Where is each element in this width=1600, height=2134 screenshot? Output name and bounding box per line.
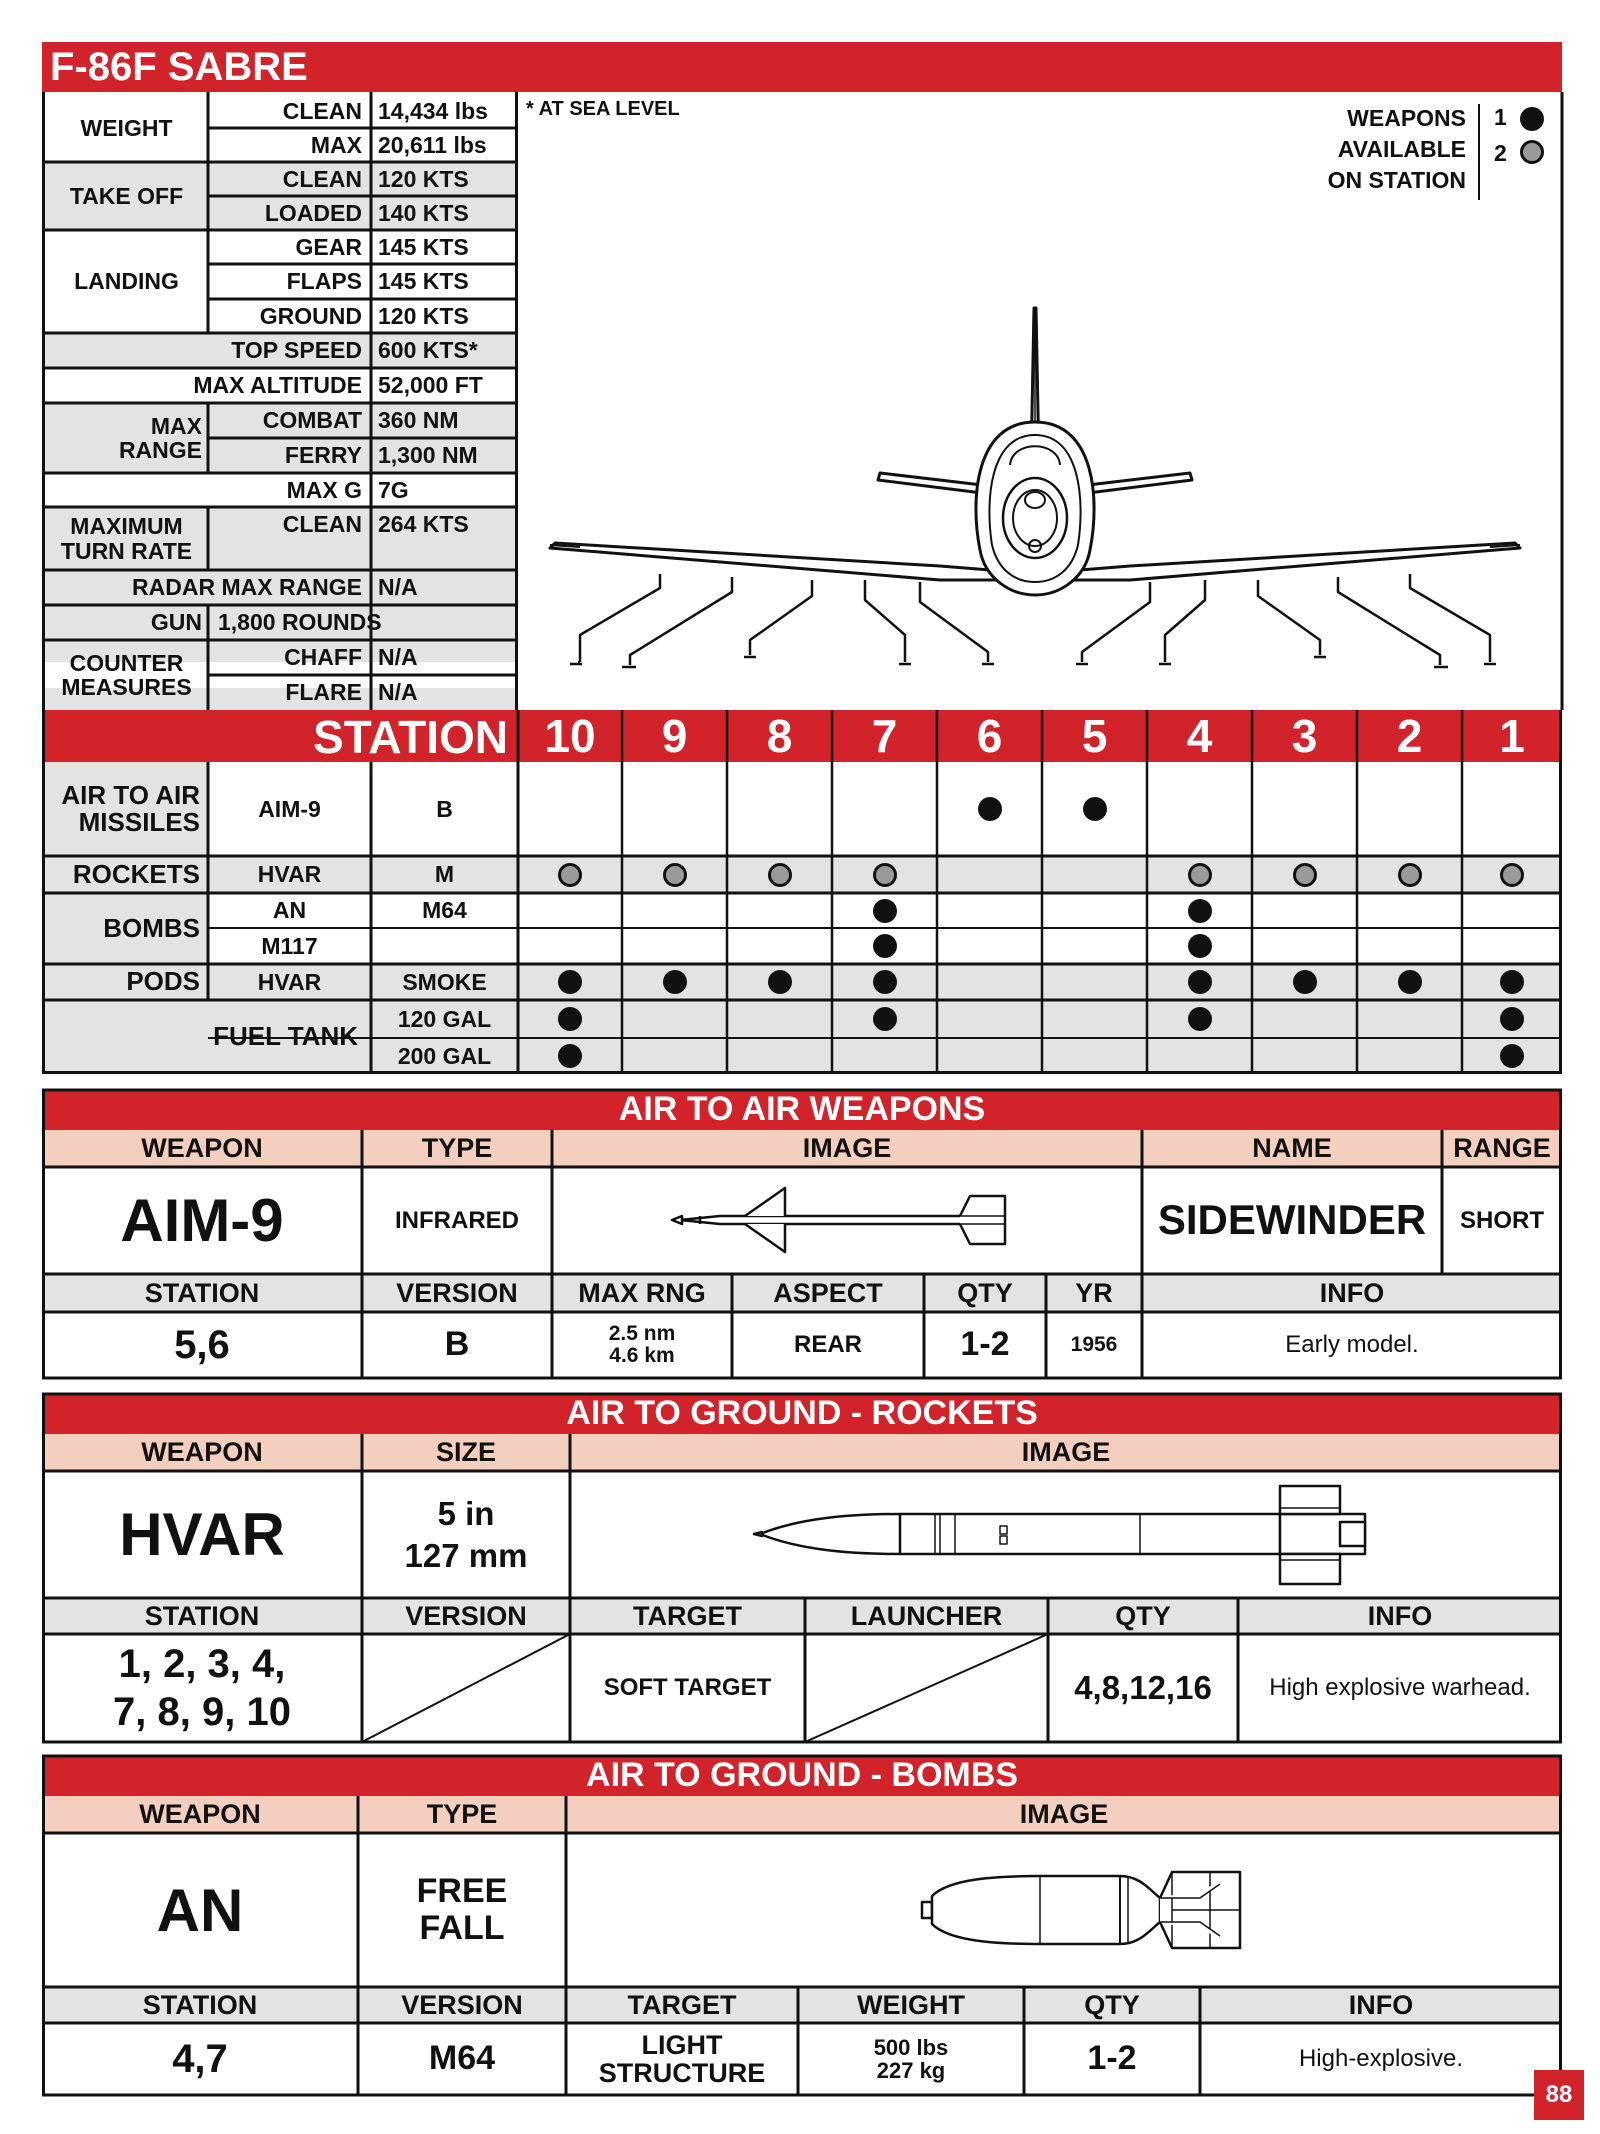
- aa-h-version: VERSION: [396, 1277, 518, 1308]
- station-header-label: STATION: [312, 711, 508, 763]
- bm-station: 4,7: [172, 2037, 228, 2081]
- loadout-weapon: M117: [261, 932, 318, 959]
- rk-h-size: SIZE: [435, 1437, 496, 1468]
- rk-station-line1: 1, 2, 3, 4,: [118, 1642, 286, 1686]
- chaff-value: N/A: [378, 644, 418, 671]
- landing-label: LANDING: [74, 268, 179, 295]
- weight-max-label: MAX: [310, 131, 362, 158]
- landing-flaps-label: FLAPS: [286, 268, 362, 295]
- aa-qty: 1-2: [960, 1325, 1010, 1364]
- loadout-version: SMOKE: [402, 968, 487, 995]
- takeoff-label: TAKE OFF: [69, 182, 184, 209]
- flare-label: FLARE: [285, 679, 362, 706]
- bm-h-image: IMAGE: [1019, 1799, 1109, 1830]
- legend-num1: 1: [1494, 104, 1507, 130]
- aa-info: Early model.: [1285, 1331, 1419, 1359]
- turn-label: MAXIMUM TURN RATE: [60, 513, 193, 564]
- range-ferry-label: FERRY: [284, 442, 362, 469]
- aa-yr: 1956: [1070, 1332, 1118, 1356]
- loadout-weapon: AIM-9: [258, 795, 321, 822]
- bm-h-weapon: WEAPON: [139, 1799, 261, 1830]
- aa-h-yr: YR: [1075, 1277, 1113, 1308]
- station-number: 9: [661, 709, 688, 762]
- aa-h-station: STATION: [144, 1277, 260, 1308]
- aa-name: SIDEWINDER: [1157, 1196, 1427, 1244]
- landing-ground-label: GROUND: [259, 302, 362, 329]
- legend-line2: AVAILABLE: [1337, 136, 1466, 162]
- rk-h-qty: QTY: [1115, 1600, 1171, 1631]
- range-label: MAX RANGE: [118, 412, 202, 463]
- loadout-cat-aam: AIR TO AIR MISSILES: [61, 779, 200, 837]
- bm-h-type: TYPE: [426, 1799, 498, 1830]
- radar-label: RADAR MAX RANGE: [132, 574, 362, 601]
- bm-target-line2: STRUCTURE: [598, 2058, 766, 2088]
- loadout-cat-pods: PODS: [126, 966, 200, 997]
- bm-h-qty: QTY: [1084, 1989, 1140, 2020]
- station-number: 10: [544, 709, 596, 762]
- station-number: 6: [976, 709, 1003, 762]
- landing-gear-value: 145 KTS: [378, 233, 469, 260]
- bm-info: High-explosive.: [1298, 2045, 1464, 2073]
- aa-h-range: RANGE: [1453, 1133, 1551, 1164]
- takeoff-clean-value: 120 KTS: [378, 165, 469, 192]
- bm-version: M64: [428, 2039, 496, 2078]
- range-combat-label: COMBAT: [262, 407, 362, 434]
- turn-clean-value: 264 KTS: [378, 510, 469, 537]
- takeoff-loaded-value: 140 KTS: [378, 199, 469, 226]
- legend-num2: 2: [1494, 140, 1507, 166]
- loadout-cat-bombs: BOMBS: [103, 912, 200, 943]
- loadout-cat-rockets: ROCKETS: [72, 858, 200, 889]
- aa-h-image: IMAGE: [802, 1133, 892, 1164]
- takeoff-clean-label: CLEAN: [282, 165, 362, 192]
- aa-type: INFRARED: [395, 1206, 519, 1234]
- loadout-weapon: HVAR: [257, 968, 322, 995]
- aa-h-qty: QTY: [957, 1277, 1013, 1308]
- loadout-weapon: HVAR: [257, 861, 322, 888]
- aa-title: AIR TO AIR WEAPONS: [618, 1090, 986, 1129]
- sea-level-note: * AT SEA LEVEL: [526, 98, 680, 120]
- rk-weapon: HVAR: [119, 1501, 285, 1568]
- landing-gear-label: GEAR: [295, 233, 362, 260]
- aa-aspect: REAR: [793, 1331, 862, 1359]
- weight-clean-label: CLEAN: [282, 97, 362, 124]
- range-ferry-value: 1,300 NM: [378, 442, 478, 469]
- bm-title: AIR TO GROUND - BOMBS: [586, 1756, 1018, 1795]
- station-number: 2: [1396, 709, 1423, 762]
- aircraft-title: F-86F SABRE: [50, 45, 308, 89]
- legend-line1: WEAPONS: [1347, 105, 1466, 131]
- station-number: 8: [766, 709, 793, 762]
- loadout-version: 120 GAL: [397, 1005, 492, 1032]
- rk-info: High explosive warhead.: [1269, 1674, 1531, 1702]
- aa-h-maxrng: MAX RNG: [578, 1277, 706, 1308]
- landing-flaps-value: 145 KTS: [378, 268, 469, 295]
- rk-h-info: INFO: [1367, 1600, 1433, 1631]
- weight-max-value: 20,611 lbs: [378, 131, 487, 158]
- flare-value: N/A: [378, 679, 418, 706]
- aa-h-type: TYPE: [421, 1133, 493, 1164]
- rk-h-weapon: WEAPON: [141, 1437, 263, 1468]
- station-number: 5: [1081, 709, 1108, 762]
- cm-label: COUNTER MEASURES: [61, 649, 192, 700]
- loadout-version: B: [436, 795, 453, 822]
- gun-label: GUN: [150, 609, 202, 636]
- bm-h-info: INFO: [1348, 1989, 1414, 2020]
- rk-qty: 4,8,12,16: [1074, 1668, 1212, 1706]
- bm-qty: 1-2: [1087, 2039, 1137, 2078]
- bm-type-line1: FREE: [416, 1871, 508, 1910]
- rk-target: SOFT TARGET: [603, 1674, 772, 1702]
- weight-clean-value: 14,434 lbs: [378, 97, 488, 124]
- aa-range: SHORT: [1460, 1206, 1544, 1234]
- max-alt-label: MAX ALTITUDE: [193, 372, 362, 399]
- landing-ground-value: 120 KTS: [378, 302, 469, 329]
- bm-h-station: STATION: [142, 1989, 258, 2020]
- bm-weight-kg: 227 kg: [876, 2058, 946, 2083]
- aa-station: 5,6: [174, 1323, 230, 1367]
- aa-h-name: NAME: [1252, 1133, 1332, 1164]
- rk-title: AIR TO GROUND - ROCKETS: [566, 1394, 1038, 1433]
- bm-h-version: VERSION: [401, 1989, 523, 2020]
- takeoff-loaded-label: LOADED: [264, 199, 362, 226]
- station-number: 4: [1186, 709, 1213, 762]
- station-number: 3: [1291, 709, 1318, 762]
- aa-version: B: [444, 1325, 470, 1364]
- range-combat-value: 360 NM: [378, 407, 459, 434]
- top-speed-value: 600 KTS*: [378, 337, 478, 364]
- loadout-weapon: AN: [272, 897, 307, 924]
- station-number: 1: [1499, 709, 1525, 762]
- rk-size-mm: 127 mm: [404, 1536, 528, 1574]
- rk-h-station: STATION: [144, 1600, 260, 1631]
- loadout-version: 200 GAL: [397, 1042, 492, 1069]
- aa-maxrng-nm: 2.5 nm: [608, 1321, 676, 1345]
- gun-value: 1,800 ROUNDS: [218, 609, 382, 636]
- max-g-value: 7G: [378, 476, 409, 503]
- rk-h-version: VERSION: [405, 1600, 527, 1631]
- bm-weapon: AN: [156, 1876, 244, 1944]
- station-number: 7: [871, 709, 898, 762]
- loadout-cat-fuel: FUEL TANK: [213, 1021, 358, 1052]
- legend-line3: ON STATION: [1327, 167, 1466, 193]
- loadout-version: M64: [422, 897, 467, 924]
- aa-h-info: INFO: [1319, 1277, 1385, 1308]
- rk-h-launcher: LAUNCHER: [850, 1600, 1003, 1631]
- aa-maxrng-km: 4.6 km: [609, 1344, 675, 1367]
- bm-h-weight: WEIGHT: [857, 1989, 965, 2020]
- rk-station-line2: 7, 8, 9, 10: [113, 1690, 291, 1734]
- aa-h-aspect: ASPECT: [773, 1277, 883, 1308]
- chaff-label: CHAFF: [284, 644, 362, 671]
- max-g-label: MAX G: [286, 476, 362, 503]
- aa-weapon: AIM-9: [120, 1187, 284, 1254]
- bm-weight-lbs: 500 lbs: [873, 2034, 949, 2060]
- loadout-version: M: [434, 861, 455, 888]
- aa-h-weapon: WEAPON: [141, 1133, 263, 1164]
- rk-h-target: TARGET: [633, 1600, 742, 1631]
- top-speed-label: TOP SPEED: [231, 337, 362, 364]
- bm-h-target: TARGET: [627, 1989, 737, 2020]
- max-alt-value: 52,000 FT: [378, 372, 483, 399]
- bm-type-line2: FALL: [419, 1909, 505, 1947]
- page-number: 88: [1534, 2070, 1584, 2120]
- weight-label: WEIGHT: [80, 114, 173, 141]
- bm-target-line1: LIGHT: [641, 2029, 723, 2060]
- rk-size-in: 5 in: [437, 1495, 495, 1533]
- rk-h-image: IMAGE: [1021, 1437, 1111, 1468]
- radar-value: N/A: [378, 574, 418, 601]
- turn-clean-label: CLEAN: [282, 510, 362, 537]
